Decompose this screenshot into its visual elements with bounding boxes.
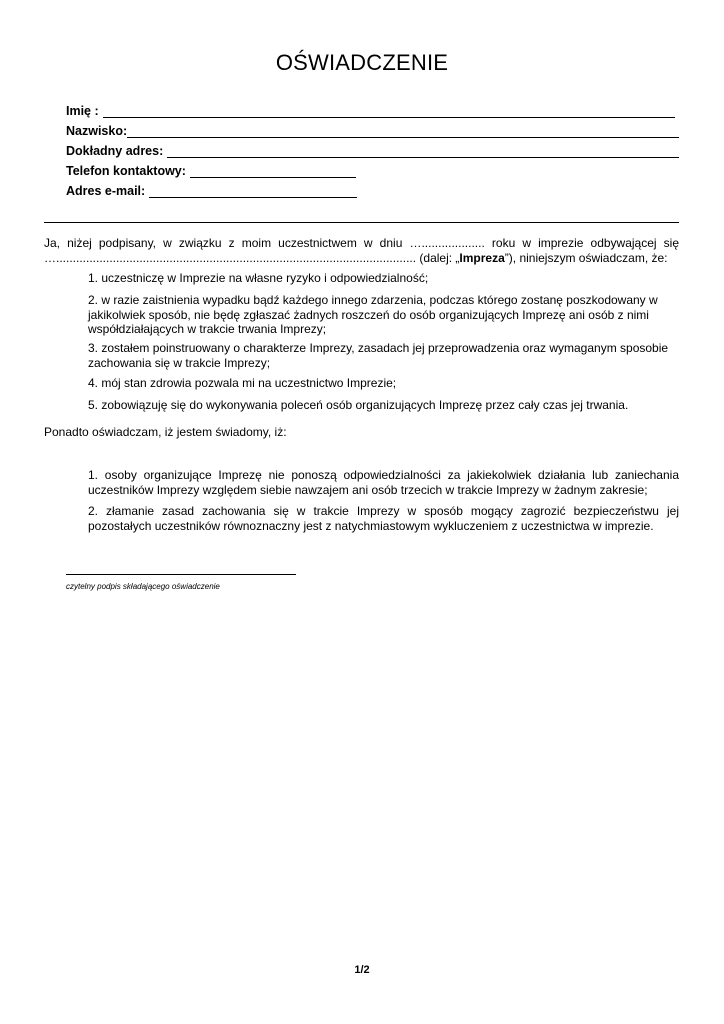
- statement-item: 5. zobowiązuję się do wykonywania poleceń osób organizujących Imprezę przez cały czas jej trwania.: [88, 398, 629, 412]
- intro-text-end: ”), niniejszym oświadczam, że:: [504, 250, 668, 265]
- document-title: OŚWIADCZENIE: [275, 50, 449, 75]
- intro-bold-term: Impreza: [459, 250, 505, 265]
- phone-field[interactable]: [66, 164, 356, 178]
- first-name-label: Imię :: [66, 104, 99, 118]
- email-field[interactable]: [66, 184, 357, 198]
- intro-text-start: Ja, niżej podpisany, w związku z moim uczestnictwem w dniu …................... roku w imprezie odbywającej się …............................................................................................................ (dalej: „: [44, 236, 679, 265]
- page-number: 1/2: [354, 964, 370, 976]
- statement-item: 1. uczestniczę w Imprezie na własne ryzyko i odpowiedzialność;: [88, 271, 429, 285]
- address-field[interactable]: [66, 144, 679, 158]
- phone-label: Telefon kontaktowy:: [66, 164, 186, 178]
- last-name-label: Nazwisko:: [66, 124, 128, 138]
- statement-item: 3. zostałem poinstruowany o charakterze Imprezy, zasadach jej przeprowadzenia oraz wymaganym sposobie zachowania się w trakcie Imprezy;: [88, 341, 669, 370]
- address-label: Dokładny adres:: [66, 144, 164, 158]
- last-name-line[interactable]: [127, 125, 679, 138]
- first-name-line[interactable]: [103, 105, 675, 118]
- intro-paragraph: [44, 236, 679, 265]
- email-label: Adres e-mail:: [66, 184, 146, 198]
- email-line[interactable]: [149, 185, 357, 198]
- awareness-item: 2. złamanie zasad zachowania się w trakcie Imprezy w sposób mogący zagrozić bezpieczeństwu jej pozostałych uczestników równoznaczny jest z natychmiastowym wykluczeniem z uczestnictwa w imprezie.: [88, 504, 679, 533]
- first-name-field[interactable]: [66, 104, 675, 118]
- last-name-field[interactable]: [66, 124, 679, 138]
- address-line[interactable]: [167, 145, 679, 158]
- awareness-intro: Ponadto oświadczam, iż jestem świadomy, iż:: [44, 425, 287, 439]
- statement-item: 4. mój stan zdrowia pozwala mi na uczestnictwo Imprezie;: [88, 376, 397, 390]
- statement-item: 2. w razie zaistnienia wypadku bądź każdego innego zdarzenia, podczas którego zostanę poszkodowany w jakikolwiek sposób, nie będę zgłaszać żadnych roszczeń do osób organizujących Imprezę ani osób z nimi współdziałających w trakcie trwania Imprezy;: [88, 293, 658, 336]
- section-divider: [44, 222, 679, 223]
- signature-line[interactable]: [66, 574, 296, 575]
- signature-caption: czytelny podpis składającego oświadczenie: [66, 582, 220, 591]
- awareness-item: 1. osoby organizujące Imprezę nie ponoszą odpowiedzialności za jakiekolwiek działania lub zaniechania uczestników Imprezy względem siebie nawzajem ani osób trzecich w trakcie Imprezy w żadnym zakresie;: [88, 468, 679, 497]
- phone-line[interactable]: [190, 165, 356, 178]
